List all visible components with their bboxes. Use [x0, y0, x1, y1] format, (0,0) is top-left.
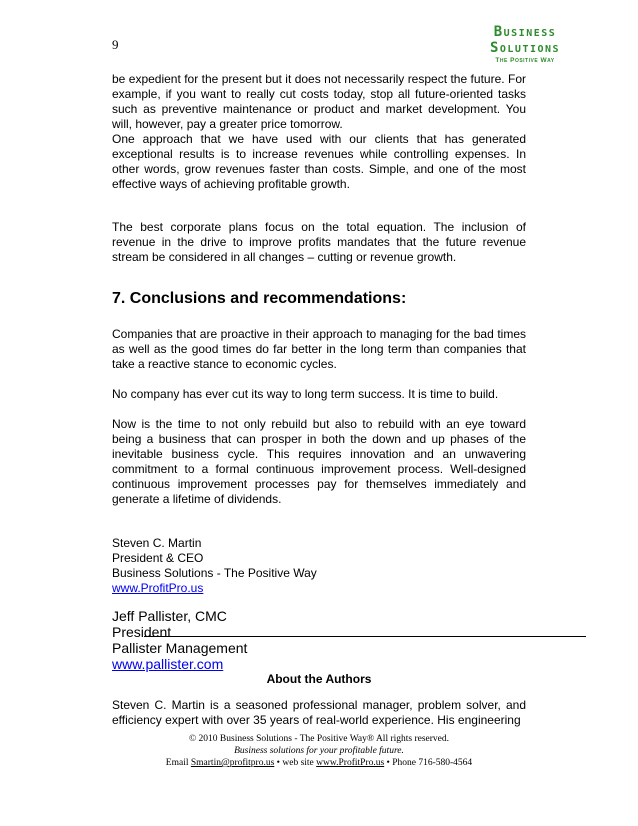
website-link[interactable]: www.ProfitPro.us	[316, 758, 385, 768]
email-link[interactable]: Smartin@profitpro.us	[190, 758, 275, 768]
signature-title: President & CEO	[112, 551, 204, 565]
phone: Phone 716-580-4564	[392, 758, 473, 768]
logo-tagline: The Positive Way	[495, 57, 555, 64]
main-content	[112, 72, 526, 672]
signature-name: Jeff Pallister, CMC	[112, 608, 227, 624]
logo-line-1: Business	[493, 24, 557, 40]
signature-name: Steven C. Martin	[112, 536, 202, 550]
signature-martin	[112, 536, 526, 596]
footer-tagline: Business solutions for your profitable future.	[234, 746, 404, 756]
signature-title: President	[112, 624, 172, 640]
paragraph-corporate-plans: The best corporate plans focus on the total equation. The inclusion of revenue in the drive to improve profits mandates that the future revenue stream be considered in all changes – cutting or revenue growth.	[112, 220, 526, 264]
signature-company: Pallister Management	[112, 640, 248, 656]
page-footer	[112, 733, 526, 769]
section-heading: 7. Conclusions and recommendations:	[112, 290, 407, 307]
footer-contact	[112, 757, 526, 769]
about-authors	[112, 672, 526, 728]
email-label: Email	[165, 758, 189, 768]
paragraph-expedient: be expedient for the present but it does not necessarily respect the future. For example, if you want to really cut costs today, stop all future-oriented tasks such as preventive maintenance or product and market development. You will, however, pay a greater price tomorrow.	[112, 72, 526, 131]
profitpro-link[interactable]: www.ProfitPro.us	[112, 581, 204, 595]
signature-pallister	[112, 608, 526, 672]
paragraph-rebuild: Now is the time to not only rebuild but also to rebuild with an eye toward being a business that can prosper in both the down and up phases of the inevitable business cycle. This requires innovation and an unwavering commitment to a formal continuous improvement process. Well-designed continuous improvement processes pay for themselves immediately and generate a lifetime of dividends.	[112, 417, 526, 506]
paragraph-approach: One approach that we have used with our clients that has generated exceptional results is to increase revenues while controlling expenses. In other words, grow revenues faster than costs. Simple, and one of the most effective ways of achieving profitable growth.	[112, 132, 526, 191]
signature-company: Business Solutions - The Positive Way	[112, 566, 317, 580]
paragraph-no-company: No company has ever cut its way to long term success. It is time to build.	[112, 387, 499, 401]
separator: •	[386, 758, 390, 768]
web-label: web site	[282, 758, 314, 768]
paragraph-proactive: Companies that are proactive in their approach to managing for the bad times as well as the good times do far better in the long term than companies that take a reactive stance to economic cycles.	[112, 327, 526, 371]
logo-line-2: Solutions	[489, 40, 561, 56]
page-number: 9	[112, 37, 119, 52]
horizontal-divider	[144, 636, 586, 637]
about-text: Steven C. Martin is a seasoned professional manager, problem solver, and efficiency expert with over 35 years of real-world experience. His engineering	[112, 698, 526, 727]
about-title: About the Authors	[266, 672, 372, 686]
pallister-link[interactable]: www.pallister.com	[112, 656, 224, 672]
separator: •	[276, 758, 280, 768]
business-solutions-logo	[470, 24, 580, 64]
copyright: © 2010 Business Solutions - The Positive Way® All rights reserved.	[188, 734, 450, 744]
